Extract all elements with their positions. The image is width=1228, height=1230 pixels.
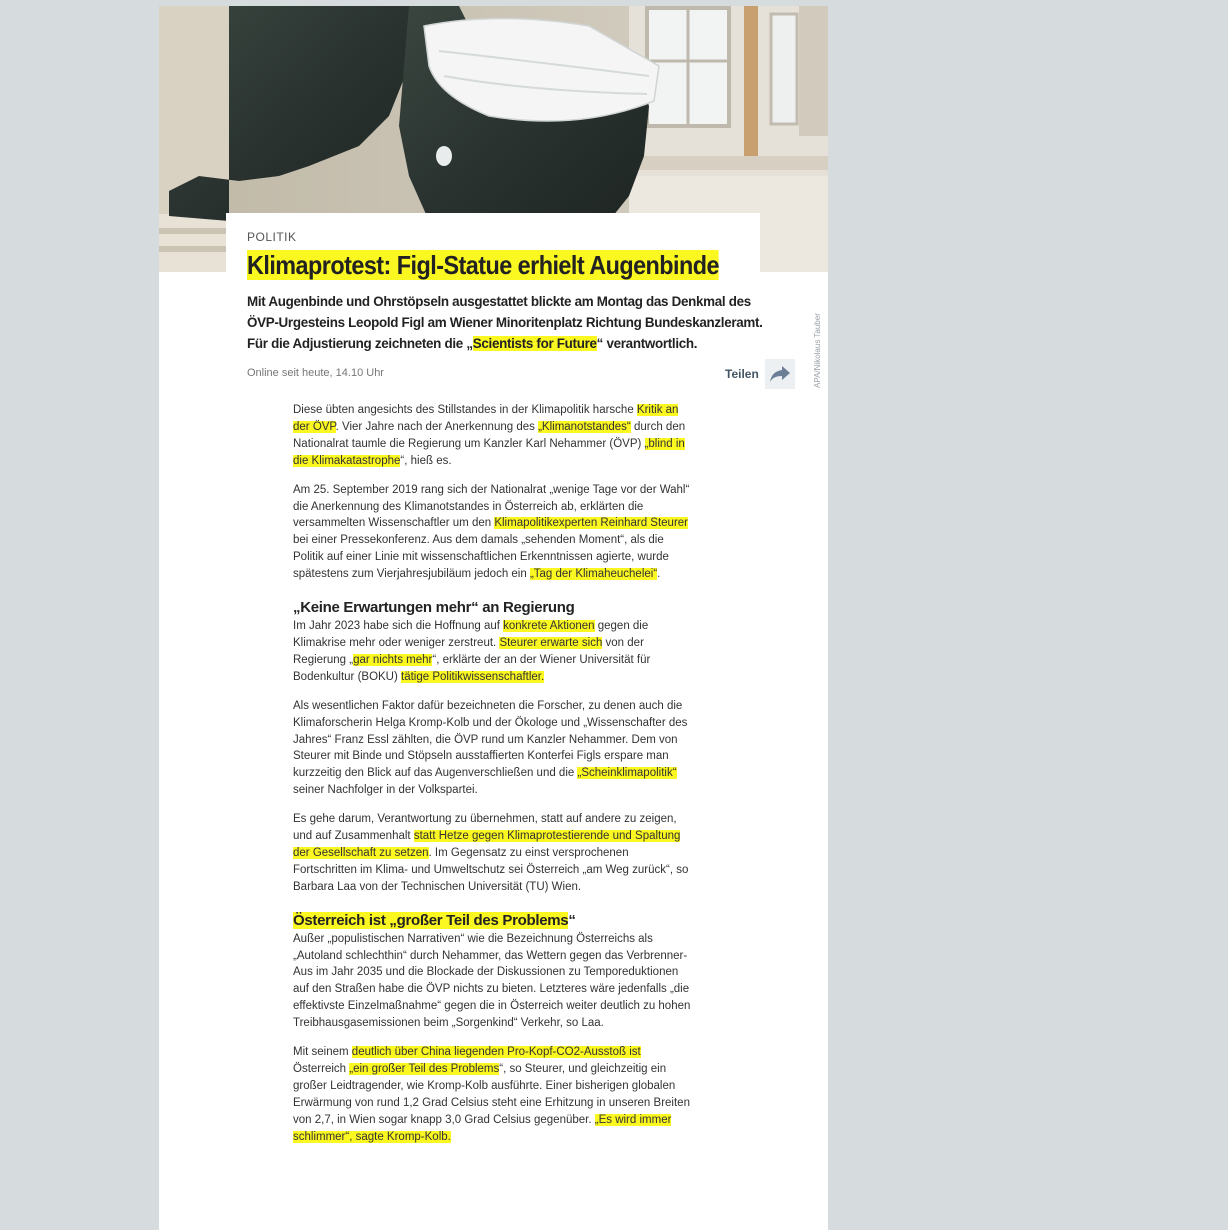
text: seiner Nachfolger in der Volkspartei. — [293, 784, 478, 797]
share-button[interactable] — [725, 358, 795, 390]
lead-text-end: “ verantwortlich. — [596, 336, 698, 351]
highlight: „ein großer Teil des Problems — [349, 1063, 500, 1075]
text: gegen die Klimakrise mehr oder weniger zerstreut. — [293, 620, 649, 649]
share-arrow-icon[interactable] — [765, 359, 795, 389]
text: “, so Steurer, und gleichzeitig ein großer Leidtragender, wie Kromp-Kolb ausführte. Einer bisherigen globalen Erwärmung von rund 1,2 Grad Celsius steht eine Erhitzung in unseren Breiten von 2,7, in Wien sogar knapp 3,0 Grad Celsius gegenüber. — [293, 1063, 690, 1126]
photo-credit: APA/Nikolaus Tauber — [813, 313, 822, 388]
text: Mit seinem — [293, 1046, 352, 1059]
highlight: Österreich ist „großer Teil des Problems — [293, 911, 569, 929]
text: von der Regierung „ — [293, 636, 644, 666]
paragraph-1 — [293, 402, 693, 470]
lead-highlight: Scientists for Future — [472, 336, 597, 351]
text: Diese übten angesichts des Stillstandes in der Klimapolitik harsche — [293, 404, 637, 416]
highlight: „blind in die Klimakatastrophe — [293, 437, 685, 467]
subheading-2 — [293, 912, 693, 929]
article-body — [293, 402, 693, 1158]
text: . Vier Jahre nach der Anerkennung des — [335, 420, 539, 433]
subheading-1: „Keine Erwartungen mehr“ an Regierung — [293, 599, 575, 617]
highlight: gar nichts mehr — [353, 653, 433, 666]
paragraph-3 — [293, 618, 693, 686]
text: “, erklärte der an der Wiener Universität für Bodenkultur (BOKU) — [293, 653, 651, 683]
text: “, hieß es. — [400, 454, 452, 467]
highlight: „Klimanotstandes“ — [538, 420, 631, 433]
paragraph-7 — [293, 1044, 693, 1145]
highlight: „Tag der Klimaheuchelei“ — [529, 568, 658, 581]
highlight: „Scheinklimapolitik“ — [577, 767, 677, 780]
highlight: Kritik an der ÖVP — [293, 404, 679, 433]
text: “ — [568, 911, 576, 929]
text: . Im Gegensatz zu einst versprochenen Fortschritten im Klima- und Umweltschutz sei Österreich „am Weg zurück“, so Barbara Laa von der Technischen Universität (TU) Wien. — [293, 846, 689, 893]
highlight: tätige Politikwissenschaftler. — [401, 670, 545, 683]
category-label[interactable]: POLITIK — [247, 230, 297, 244]
text: Im Jahr 2023 habe sich die Hoffnung auf — [293, 620, 504, 633]
text: bei einer Pressekonferenz. Aus dem damals „sehenden Moment“, als die Politik auf einer Linie mit wissenschaftlichen Erkenntnissen agierte, wurde spätestens zum Vierjahresjubiläum jedoch ein — [293, 534, 669, 581]
text: Als wesentlichen Faktor dafür bezeichneten die Forscher, zu denen auch die Klimaforscherin Helga Kromp-Kolb und der Ökologe und „Wissenschafter des Jahres“ Franz Essl zählten, die ÖVP rund um Kanzler Nehammer. Dem von Steurer mit Binde und Stöpseln ausstaffierten Konterfei Figls erspare man kurzzeitig den Blick auf das Augenverschließen und die — [293, 699, 688, 780]
highlight: statt Hetze gegen Klimaprotestierende und Spaltung der Gesellschaft zu setzen — [293, 830, 681, 859]
article-title — [247, 250, 719, 281]
article-lead — [247, 291, 767, 354]
paragraph-2 — [293, 482, 693, 583]
title-highlight: Klimaprotest: Figl-Statue erhielt Augenbinde — [247, 250, 720, 280]
publish-time: Online seit heute, 14.10 Uhr — [247, 367, 384, 379]
text: Österreich — [293, 1063, 350, 1075]
paragraph-5 — [293, 811, 693, 896]
paragraph-4 — [293, 698, 693, 799]
paragraph-6: Außer „populistischen Narrativen“ wie die Bezeichnung Österreichs als „Autoland schlechthin“ durch Nehammer, das Wettern gegen das Verbrenner-Aus im Jahr 2035 und die Blockade der Diskussionen zu Temporeduktionen auf den Straßen habe die ÖVP nichts zu bieten. Letzteres wäre jedenfalls „die effektivste Einzelmaßnahme“ gegen die in Österreich weiter deutlich zu hohen Treibhausgasemissionen beim „Sorgenkind“ Verkehr, so Laa. — [293, 932, 691, 1030]
highlight: Klimapolitikexperten Reinhard Steurer — [494, 517, 689, 530]
text: Am 25. September 2019 rang sich der Nationalrat „wenige Tage vor der Wahl“ die Anerkennung des Klimanotstandes in Österreich ab, erklärten die versammelten Wissenschaftler um den — [293, 483, 690, 530]
share-label[interactable]: Teilen — [725, 367, 759, 381]
text: Es gehe darum, Verantwortung zu übernehmen, statt auf andere zu zeigen, und auf Zusammenhalt — [293, 813, 677, 843]
lead-text: Mit Augenbinde und Ohrstöpseln ausgestattet blickte am Montag das Denkmal des ÖVP-Urgesteins Leopold Figl am Wiener Minoritenplatz Richtung Bundeskanzleramt. Für die Adjustierung zeichneten die „ — [247, 294, 763, 351]
article-page — [159, 6, 828, 1230]
highlight: Steurer erwarte sich — [499, 636, 603, 649]
text: durch den Nationalrat taumle die Regierung um Kanzler Karl Nehammer (ÖVP) — [293, 420, 686, 450]
highlight: „Es wird immer schlimmer“, sagte Kromp-Kolb. — [293, 1113, 672, 1143]
text: . — [657, 568, 661, 581]
highlight: deutlich über China liegenden Pro-Kopf-CO2-Ausstoß ist — [351, 1046, 641, 1059]
highlight: konkrete Aktionen — [503, 620, 595, 633]
